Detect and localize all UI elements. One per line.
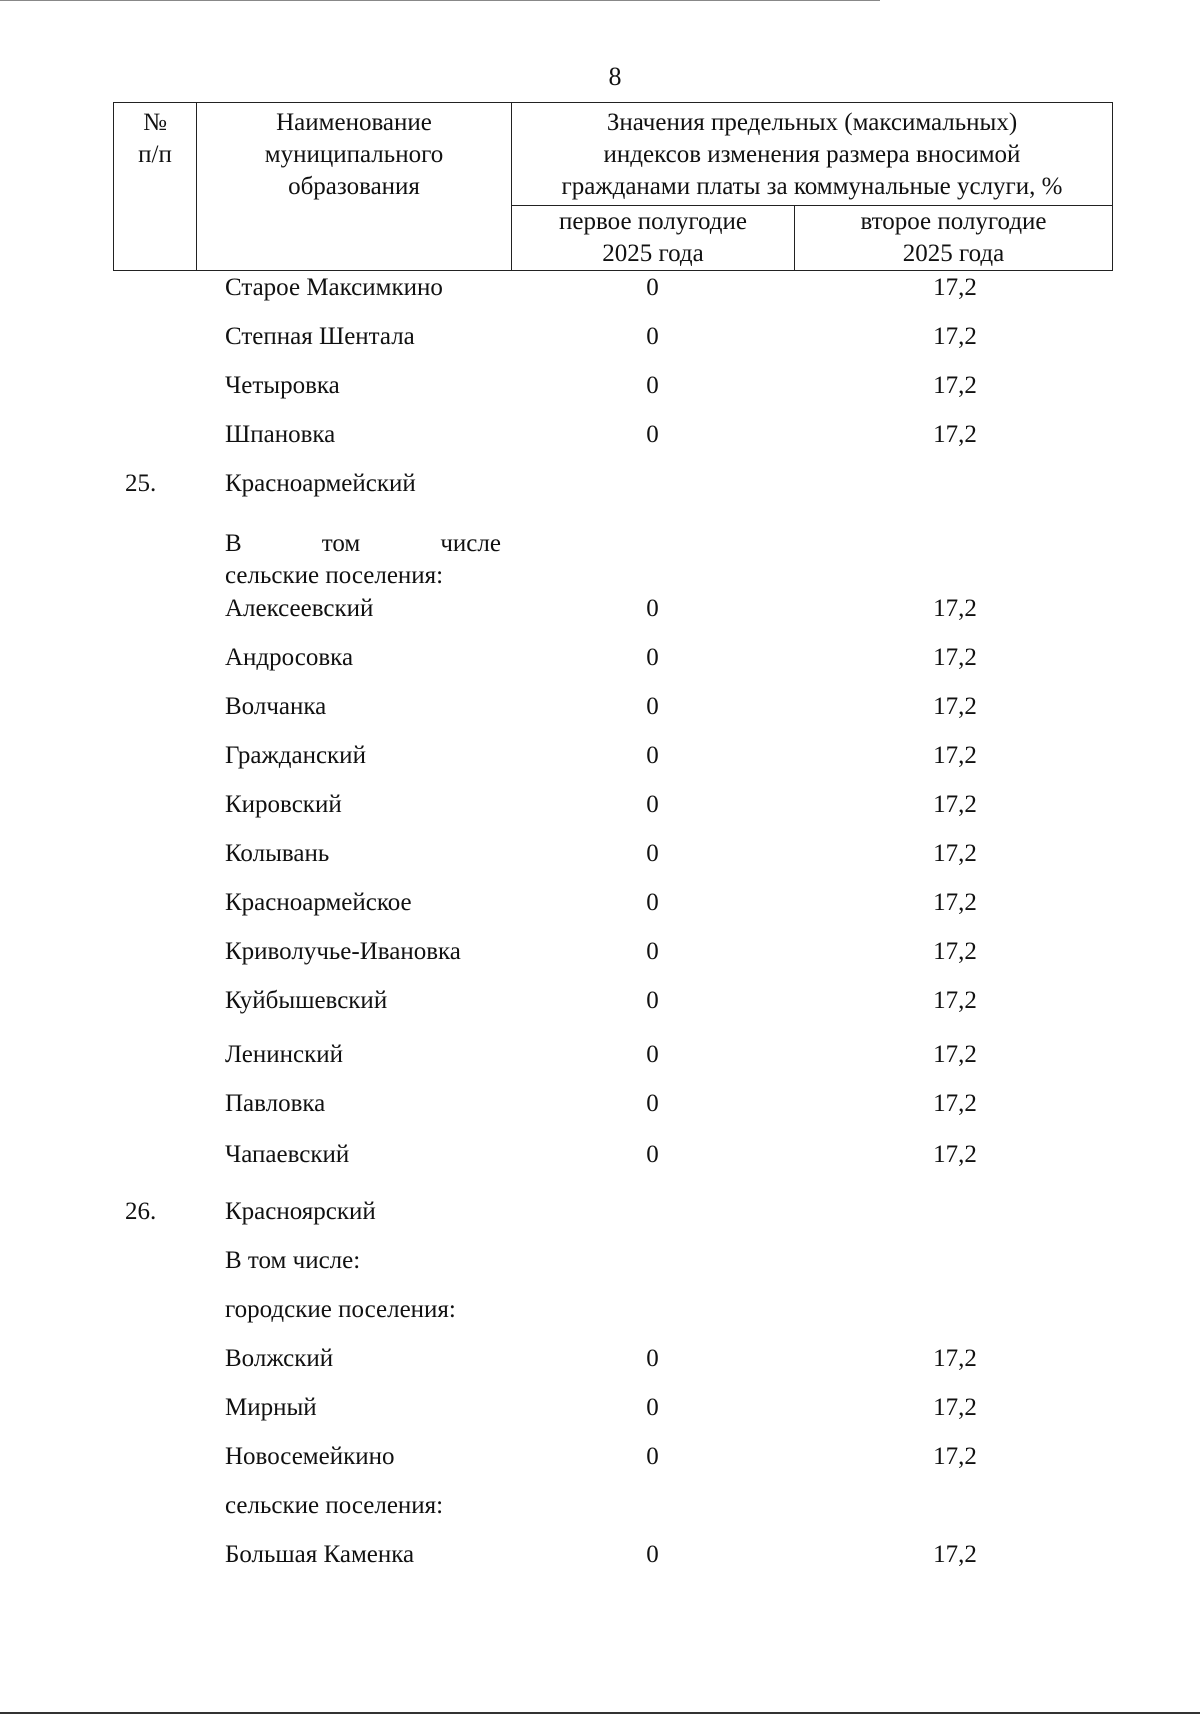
row-name: В том числе: (225, 1247, 361, 1274)
row-name: Чапаевский (225, 1141, 350, 1168)
row-second-half-value: 17,2 (933, 742, 977, 769)
row-first-half-value: 0 (646, 1041, 659, 1068)
header-values-line3: гражданами платы за коммунальные услуги, % (561, 173, 1063, 200)
table-row (0, 691, 1200, 723)
header-second-half-line1: второе полугодие (860, 208, 1047, 235)
row-name: Шпановка (225, 421, 336, 448)
table-row (0, 1441, 1200, 1473)
row-second-half-value: 17,2 (933, 421, 977, 448)
row-second-half-value: 17,2 (933, 372, 977, 399)
row-second-half-value: 17,2 (933, 938, 977, 965)
table-row (0, 642, 1200, 674)
table-row (0, 370, 1200, 402)
row-first-half-value: 0 (646, 1345, 659, 1372)
row-name: Мирный (225, 1394, 317, 1421)
row-name: Андросовка (225, 644, 354, 671)
row-second-half-value: 17,2 (933, 693, 977, 720)
table-row (0, 1294, 1200, 1326)
row-second-half-value: 17,2 (933, 1541, 977, 1568)
row-first-half-value: 0 (646, 1443, 659, 1470)
row-name: городские поселения: (225, 1296, 456, 1323)
table-row (0, 789, 1200, 821)
row-name: Волжский (225, 1345, 334, 1372)
row-first-half-value: 0 (646, 1541, 659, 1568)
table-row (0, 1539, 1200, 1571)
table-row (0, 985, 1200, 1017)
row-name: Большая Каменка (225, 1541, 415, 1568)
row-first-half-value: 0 (646, 938, 659, 965)
row-second-half-value: 17,2 (933, 791, 977, 818)
row-first-half-value: 0 (646, 421, 659, 448)
row-number: 26. (125, 1198, 157, 1225)
row-name: Алексеевский (225, 595, 374, 622)
subheading-line1 (225, 528, 501, 560)
table-row (0, 593, 1200, 625)
row-second-half-value: 17,2 (933, 274, 977, 301)
row-first-half-value: 0 (646, 742, 659, 769)
subheading-word3: числе (440, 530, 501, 557)
row-name: Волчанка (225, 693, 327, 720)
table-row (0, 468, 1200, 500)
bottom-scan-edge (0, 1712, 1200, 1714)
row-first-half-value: 0 (646, 1090, 659, 1117)
row-number: 25. (125, 470, 157, 497)
table-row (0, 838, 1200, 870)
row-first-half-value: 0 (646, 595, 659, 622)
row-second-half-value: 17,2 (933, 1141, 977, 1168)
header-first-half-line2: 2025 года (602, 240, 704, 267)
row-name: сельские поселения: (225, 1492, 444, 1519)
subheading-word2: том (321, 530, 361, 557)
row-name: Гражданский (225, 742, 366, 769)
row-first-half-value: 0 (646, 987, 659, 1014)
header-name-line2: муниципального (264, 141, 444, 168)
row-first-half-value: 0 (646, 323, 659, 350)
row-second-half-value: 17,2 (933, 323, 977, 350)
row-name: Новосемейкино (225, 1443, 395, 1470)
page-number-text: 8 (608, 62, 622, 91)
table-row (0, 1088, 1200, 1120)
row-first-half-value: 0 (646, 372, 659, 399)
table-row (0, 1245, 1200, 1277)
row-first-half-value: 0 (646, 889, 659, 916)
row-second-half-value: 17,2 (933, 840, 977, 867)
table-row (0, 272, 1200, 304)
table-row (0, 1343, 1200, 1375)
subheading-including-rural (225, 528, 501, 592)
table-row (0, 1039, 1200, 1071)
table-row (0, 1196, 1200, 1228)
row-first-half-value: 0 (646, 644, 659, 671)
row-name: Красноярский (225, 1198, 376, 1225)
row-second-half-value: 17,2 (933, 987, 977, 1014)
row-name: Куйбышевский (225, 987, 388, 1014)
row-name: Павловка (225, 1090, 326, 1117)
header-values-line2: индексов изменения размера вносимой (603, 141, 1021, 168)
header-name-line1: Наименование (276, 109, 432, 136)
header-name-line3: образования (288, 173, 420, 200)
subheading-line2: сельские поселения: (225, 562, 444, 589)
row-name: Кировский (225, 791, 342, 818)
row-name: Старое Максимкино (225, 274, 443, 301)
header-num-line2: п/п (138, 141, 172, 168)
row-first-half-value: 0 (646, 274, 659, 301)
row-name: Красноармейское (225, 889, 412, 916)
row-first-half-value: 0 (646, 693, 659, 720)
row-name: Ленинский (225, 1041, 344, 1068)
table-row (0, 1139, 1200, 1171)
row-name: Четыровка (225, 372, 340, 399)
row-first-half-value: 0 (646, 791, 659, 818)
table-row (0, 321, 1200, 353)
row-name: Степная Шентала (225, 323, 415, 350)
table-row (0, 936, 1200, 968)
row-first-half-value: 0 (646, 840, 659, 867)
header-second-half-line2: 2025 года (902, 240, 1005, 267)
row-second-half-value: 17,2 (933, 1090, 977, 1117)
row-second-half-value: 17,2 (933, 644, 977, 671)
row-second-half-value: 17,2 (933, 595, 977, 622)
header-first-half-line1: первое полугодие (559, 208, 747, 235)
row-first-half-value: 0 (646, 1141, 659, 1168)
header-num-line1: № (143, 109, 167, 136)
row-name: Криволучье-Ивановка (225, 938, 461, 965)
table-row (0, 1392, 1200, 1424)
row-second-half-value: 17,2 (933, 1394, 977, 1421)
row-second-half-value: 17,2 (933, 1041, 977, 1068)
header-values-line1: Значения предельных (максимальных) (606, 109, 1018, 136)
row-second-half-value: 17,2 (933, 889, 977, 916)
table-row (0, 887, 1200, 919)
table-row (0, 419, 1200, 451)
row-second-half-value: 17,2 (933, 1345, 977, 1372)
row-name: Колывань (225, 840, 330, 867)
table-row (0, 1490, 1200, 1522)
row-name: Красноармейский (225, 470, 416, 497)
row-first-half-value: 0 (646, 1394, 659, 1421)
table-row (0, 740, 1200, 772)
subheading-word1: В (225, 530, 242, 557)
row-second-half-value: 17,2 (933, 1443, 977, 1470)
